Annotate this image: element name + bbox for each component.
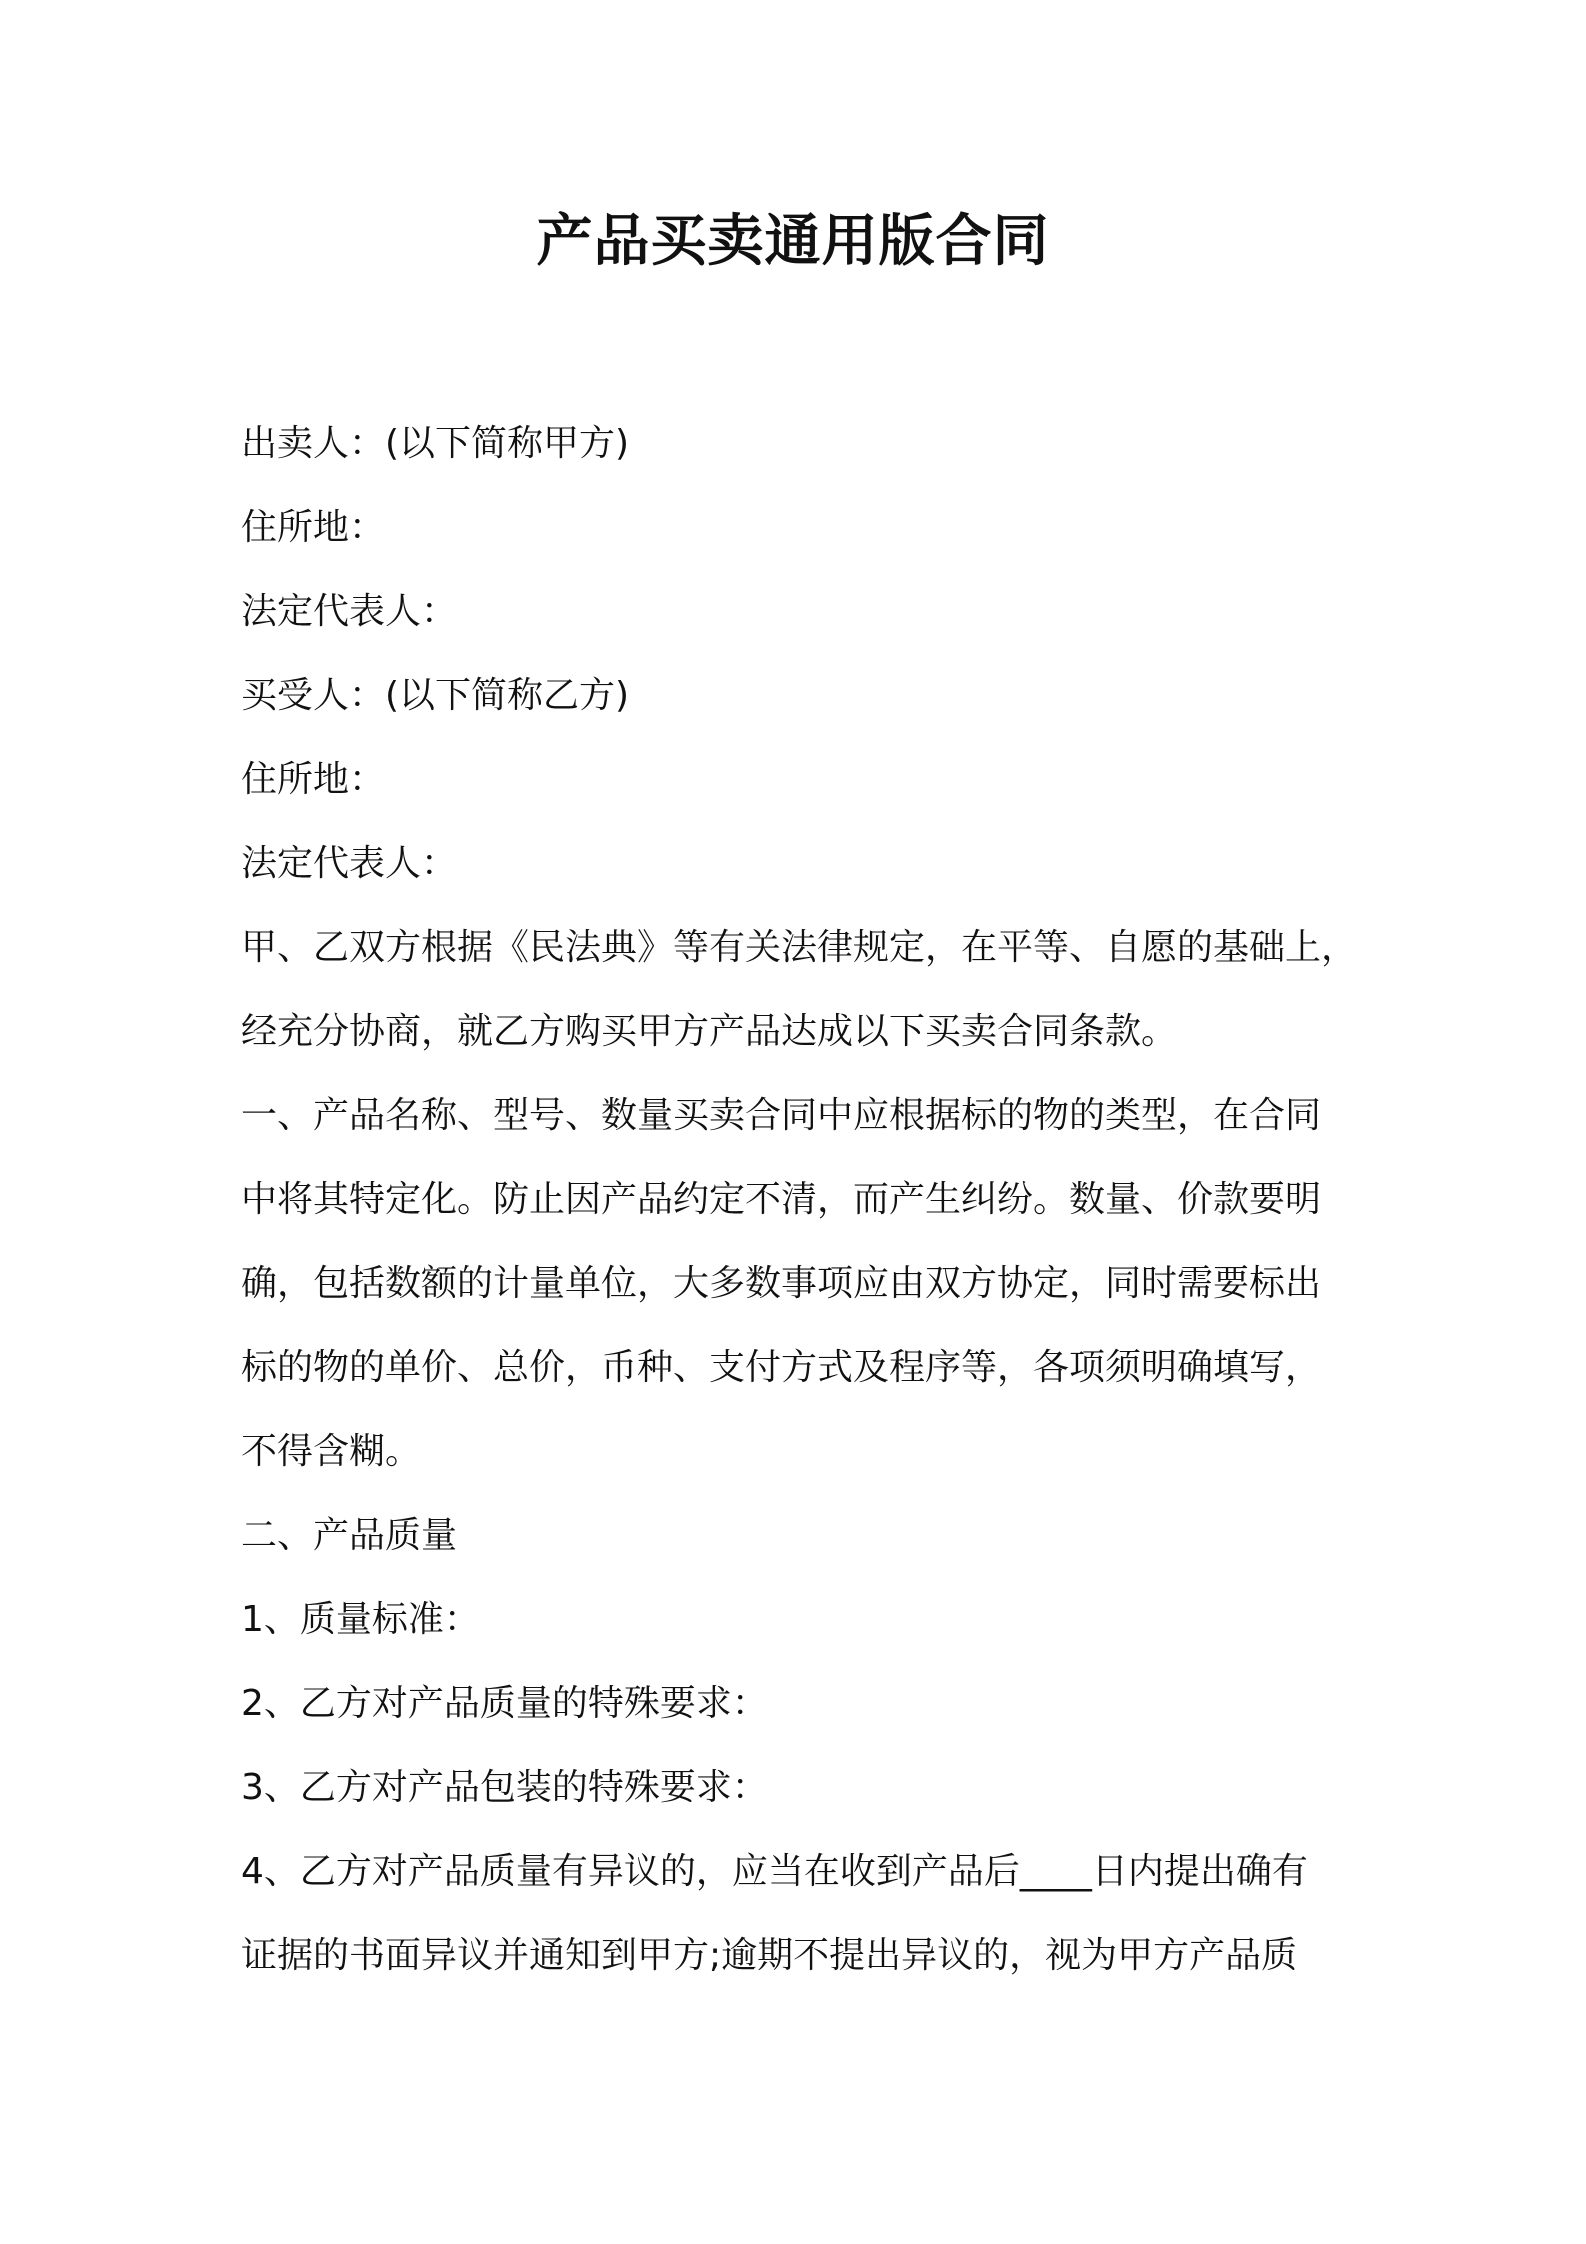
quality-item-3: 3、乙方对产品包装的特殊要求：	[241, 1767, 768, 1808]
section-one-line-2: 中将其特定化。防止因产品约定不清，而产生纠纷。数量、价款要明	[241, 1179, 1322, 1220]
seller-line: 出卖人：(以下简称甲方)	[241, 423, 630, 464]
quality-item-2: 2、乙方对产品质量的特殊要求：	[241, 1683, 768, 1724]
section-one-line-3: 确，包括数额的计量单位，大多数事项应由双方协定，同时需要标出	[241, 1263, 1322, 1304]
document-body	[241, 402, 1361, 1998]
preamble-line-1: 甲、乙双方根据《民法典》等有关法律规定，在平等、自愿的基础上，	[241, 927, 1358, 968]
seller-representative-line: 法定代表人：	[241, 591, 458, 632]
section-one-line-4: 标的物的单价、总价，币种、支付方式及程序等，各项须明确填写，	[241, 1347, 1322, 1388]
buyer-address-line: 住所地：	[241, 759, 386, 800]
section-one-line-1: 一、产品名称、型号、数量买卖合同中应根据标的物的类型，在合同	[241, 1095, 1322, 1136]
buyer-line: 买受人：(以下简称乙方)	[241, 675, 630, 716]
seller-address-line: 住所地：	[241, 507, 386, 548]
buyer-representative-line: 法定代表人：	[241, 843, 458, 884]
document-title: 产品买卖通用版合同	[536, 209, 1050, 274]
section-one-line-5: 不得含糊。	[241, 1431, 422, 1472]
quality-item-4-line-1: 4、乙方对产品质量有异议的，应当在收到产品后____日内提出确有	[241, 1851, 1308, 1892]
quality-item-4-line-2: 证据的书面异议并通知到甲方;逾期不提出异议的，视为甲方产品质	[241, 1935, 1298, 1976]
quality-item-1: 1、质量标准：	[241, 1599, 480, 1640]
preamble-line-2: 经充分协商，就乙方购买甲方产品达成以下买卖合同条款。	[241, 1011, 1178, 1052]
section-two-heading: 二、产品质量	[241, 1515, 458, 1556]
